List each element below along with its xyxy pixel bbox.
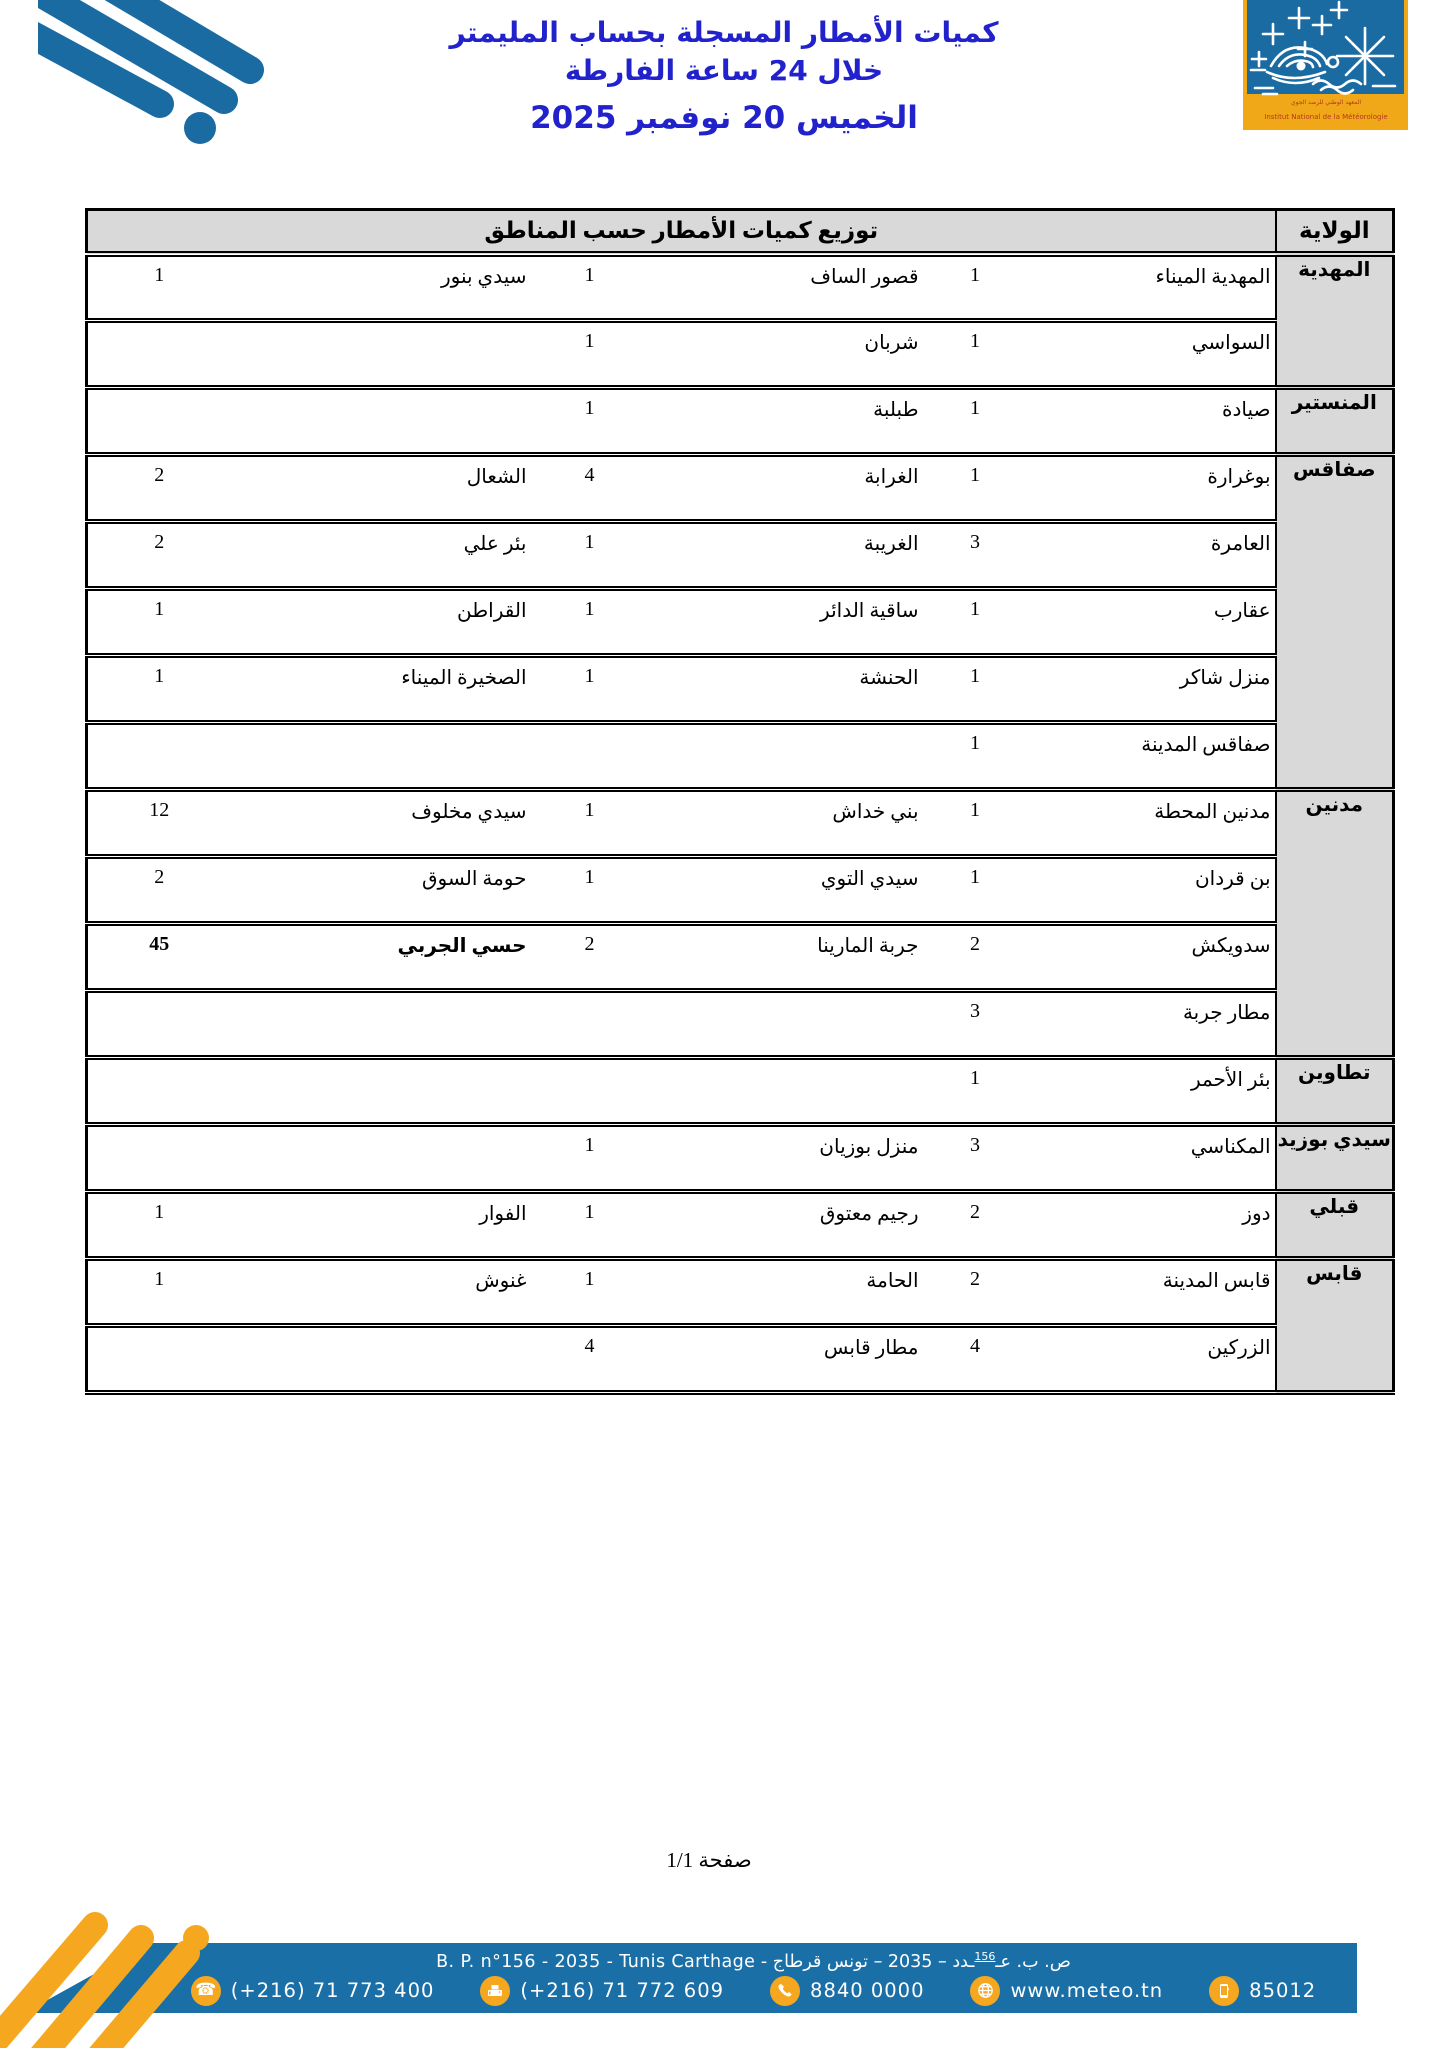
rain-value-cell: 1 [923, 388, 1028, 455]
station-name-cell: حومة السوق [231, 857, 531, 924]
governorate-cell: قبلي [1276, 1192, 1394, 1259]
rain-value-cell [87, 388, 231, 455]
station-name-cell: القراطن [231, 589, 531, 656]
rain-value-cell: 1 [531, 522, 649, 589]
station-name-cell [649, 1058, 923, 1125]
rain-value-cell: 1 [923, 1058, 1028, 1125]
station-name-cell [231, 991, 531, 1058]
phone-number [191, 1976, 435, 2006]
station-name-cell: منزل بوزيان [649, 1125, 923, 1192]
governorate-column-header: الولاية [1276, 210, 1394, 254]
table-row [87, 790, 1394, 857]
rain-value-cell: 1 [531, 589, 649, 656]
station-name-cell: غنوش [231, 1259, 531, 1326]
contact-text: www.meteo.tn [1010, 1979, 1164, 2003]
report-title-line1: كميات الأمطار المسجلة بحساب المليمتر [449, 16, 999, 49]
inm-emblem-logo-icon [1243, 0, 1408, 130]
table-header-row [87, 210, 1394, 254]
station-name-cell: حسي الجربي [231, 924, 531, 991]
table-row [87, 522, 1394, 589]
rainfall-table [85, 208, 1395, 1395]
rain-value-cell: 1 [531, 790, 649, 857]
report-title-line2: خلال 24 ساعة الفارطة [564, 54, 884, 87]
station-name-cell: سيدي مخلوف [231, 790, 531, 857]
station-name-cell [231, 1326, 531, 1393]
table-row [87, 388, 1394, 455]
table-row [87, 656, 1394, 723]
station-name-cell [231, 1058, 531, 1125]
rain-value-cell [87, 1058, 231, 1125]
table-row [87, 857, 1394, 924]
rain-value-cell: 1 [923, 723, 1028, 790]
station-name-cell: شربان [649, 321, 923, 388]
rain-value-cell: 1 [87, 1259, 231, 1326]
fax-number [480, 1976, 724, 2006]
station-name-cell: مطار جربة [1028, 991, 1276, 1058]
rain-value-cell: 2 [923, 1192, 1028, 1259]
sms-number [1209, 1976, 1316, 2006]
rain-value-cell: 1 [923, 656, 1028, 723]
station-name-cell: مطار قابس [649, 1326, 923, 1393]
fax-icon-badge [480, 1976, 510, 2006]
handset-icon-badge [770, 1976, 800, 2006]
table-row [87, 991, 1394, 1058]
station-name-cell: الغريبة [649, 522, 923, 589]
station-name-cell: عقارب [1028, 589, 1276, 656]
station-name-cell: طبلبة [649, 388, 923, 455]
report-date: الخميس 20 نوفمبر 2025 [530, 100, 918, 136]
rain-value-cell: 1 [531, 656, 649, 723]
rain-value-cell: 45 [87, 924, 231, 991]
governorate-cell: مدنين [1276, 790, 1394, 1058]
table-row [87, 723, 1394, 790]
table-row [87, 589, 1394, 656]
table-row [87, 1259, 1394, 1326]
station-name-cell: جربة المارينا [649, 924, 923, 991]
station-name-cell [231, 388, 531, 455]
station-name-cell: ساقية الدائر [649, 589, 923, 656]
table-row [87, 321, 1394, 388]
station-name-cell: المكناسي [1028, 1125, 1276, 1192]
rain-value-cell: 2 [87, 857, 231, 924]
website-link[interactable] [970, 1976, 1163, 2006]
contact-text: 8840 0000 [810, 1979, 925, 2003]
rain-value-cell [87, 723, 231, 790]
station-name-cell: بن قردان [1028, 857, 1276, 924]
governorate-cell: قابس [1276, 1259, 1394, 1393]
page-number: صفحة 1/1 [666, 1848, 752, 1872]
contacts-row [191, 1976, 1316, 2006]
station-name-cell: الصخيرة الميناء [231, 656, 531, 723]
station-name-cell: المهدية الميناء [1028, 254, 1276, 321]
phone-icon: ☎ [195, 1980, 217, 2001]
station-name-cell [649, 723, 923, 790]
station-name-cell: سدويكش [1028, 924, 1276, 991]
station-name-cell: رجيم معتوق [649, 1192, 923, 1259]
rain-value-cell: 3 [923, 1125, 1028, 1192]
rain-value-cell: 4 [531, 455, 649, 522]
call-center-number [770, 1976, 924, 2006]
station-name-cell [231, 1125, 531, 1192]
station-name-cell: صيادة [1028, 388, 1276, 455]
rain-value-cell: 2 [87, 455, 231, 522]
rain-value-cell: 1 [531, 254, 649, 321]
rain-value-cell: 1 [531, 321, 649, 388]
station-name-cell: الغرابة [649, 455, 923, 522]
rain-value-cell [531, 723, 649, 790]
station-name-cell: بوغرارة [1028, 455, 1276, 522]
mobile-icon [1216, 1983, 1232, 1999]
fax-icon [487, 1983, 503, 1999]
station-name-cell: بئر علي [231, 522, 531, 589]
rain-value-cell: 12 [87, 790, 231, 857]
footer-content [150, 1945, 1357, 2011]
station-name-cell: قصور الساف [649, 254, 923, 321]
station-name-cell: دوز [1028, 1192, 1276, 1259]
rain-value-cell: 1 [923, 790, 1028, 857]
station-name-cell: السواسي [1028, 321, 1276, 388]
rain-value-cell: 1 [923, 857, 1028, 924]
station-name-cell: منزل شاكر [1028, 656, 1276, 723]
distribution-column-header: توزيع كميات الأمطار حسب المناطق [87, 210, 1276, 254]
rain-value-cell [531, 1058, 649, 1125]
rain-value-cell: 1 [923, 455, 1028, 522]
rain-value-cell: 1 [923, 254, 1028, 321]
rain-value-cell: 1 [87, 656, 231, 723]
station-name-cell [231, 321, 531, 388]
rain-value-cell: 1 [531, 857, 649, 924]
governorate-cell: المهدية [1276, 254, 1394, 388]
handset-icon [777, 1983, 793, 1999]
station-name-cell: بني خداش [649, 790, 923, 857]
postal-address: ص. ب. عـ$^{156}$ـدد – 2035 – تونس قرطاج - B. P. n°156 - 2035 - Tunis Carthage [436, 1950, 1071, 1972]
rain-value-cell: 1 [531, 1259, 649, 1326]
station-name-cell: سيدي بنور [231, 254, 531, 321]
governorate-cell: صفاقس [1276, 455, 1394, 790]
rain-value-cell: 4 [923, 1326, 1028, 1393]
governorate-cell: المنستير [1276, 388, 1394, 455]
station-name-cell: سيدي التوي [649, 857, 923, 924]
table-row [87, 1125, 1394, 1192]
contact-text: (+216) 71 773 400 [230, 1979, 435, 2003]
rain-value-cell: 1 [531, 1125, 649, 1192]
rain-value-cell [87, 321, 231, 388]
table-row [87, 924, 1394, 991]
rain-value-cell: 1 [531, 1192, 649, 1259]
station-name-cell [649, 991, 923, 1058]
rain-value-cell: 1 [531, 388, 649, 455]
rain-value-cell: 1 [87, 1192, 231, 1259]
rain-value-cell: 2 [923, 1259, 1028, 1326]
table-row [87, 1326, 1394, 1393]
rain-value-cell [87, 1125, 231, 1192]
table-row [87, 1058, 1394, 1125]
header-titles [0, 14, 1448, 136]
station-name-cell: العامرة [1028, 522, 1276, 589]
table-row [87, 455, 1394, 522]
rain-value-cell: 2 [923, 924, 1028, 991]
station-name-cell: الفوار [231, 1192, 531, 1259]
rain-value-cell: 1 [87, 254, 231, 321]
rain-value-cell: 1 [923, 589, 1028, 656]
table-row [87, 1192, 1394, 1259]
rain-value-cell: 4 [531, 1326, 649, 1393]
inm-logo-caption-french: Institut National de la Météorologie [1264, 113, 1388, 121]
rain-value-cell [531, 991, 649, 1058]
station-name-cell: بئر الأحمر [1028, 1058, 1276, 1125]
rain-value-cell: 1 [87, 589, 231, 656]
station-name-cell: الحامة [649, 1259, 923, 1326]
phone-icon-badge [191, 1976, 221, 2006]
globe-icon-badge [970, 1976, 1000, 2006]
station-name-cell: صفاقس المدينة [1028, 723, 1276, 790]
contact-text: (+216) 71 772 609 [520, 1979, 725, 2003]
station-name-cell: الزركين [1028, 1326, 1276, 1393]
mobile-icon-badge [1209, 1976, 1239, 2006]
station-name-cell: قابس المدينة [1028, 1259, 1276, 1326]
rain-value-cell: 1 [923, 321, 1028, 388]
governorate-cell: سيدي بوزيد [1276, 1125, 1394, 1192]
globe-icon [977, 1982, 994, 1999]
rain-value-cell: 2 [87, 522, 231, 589]
rain-value-cell [87, 1326, 231, 1393]
rain-value-cell: 2 [531, 924, 649, 991]
inm-logo-caption-arabic: المعهد الوطني للرصد الجوي [1290, 99, 1362, 106]
contact-text: 85012 [1249, 1979, 1317, 2003]
station-name-cell [231, 723, 531, 790]
governorate-cell: تطاوين [1276, 1058, 1394, 1125]
station-name-cell: الشعال [231, 455, 531, 522]
rain-table-body [87, 254, 1394, 1393]
station-name-cell: مدنين المحطة [1028, 790, 1276, 857]
station-name-cell: الحنشة [649, 656, 923, 723]
rain-value-cell: 3 [923, 991, 1028, 1058]
rain-value-cell [87, 991, 231, 1058]
table-row [87, 254, 1394, 321]
rain-value-cell: 3 [923, 522, 1028, 589]
